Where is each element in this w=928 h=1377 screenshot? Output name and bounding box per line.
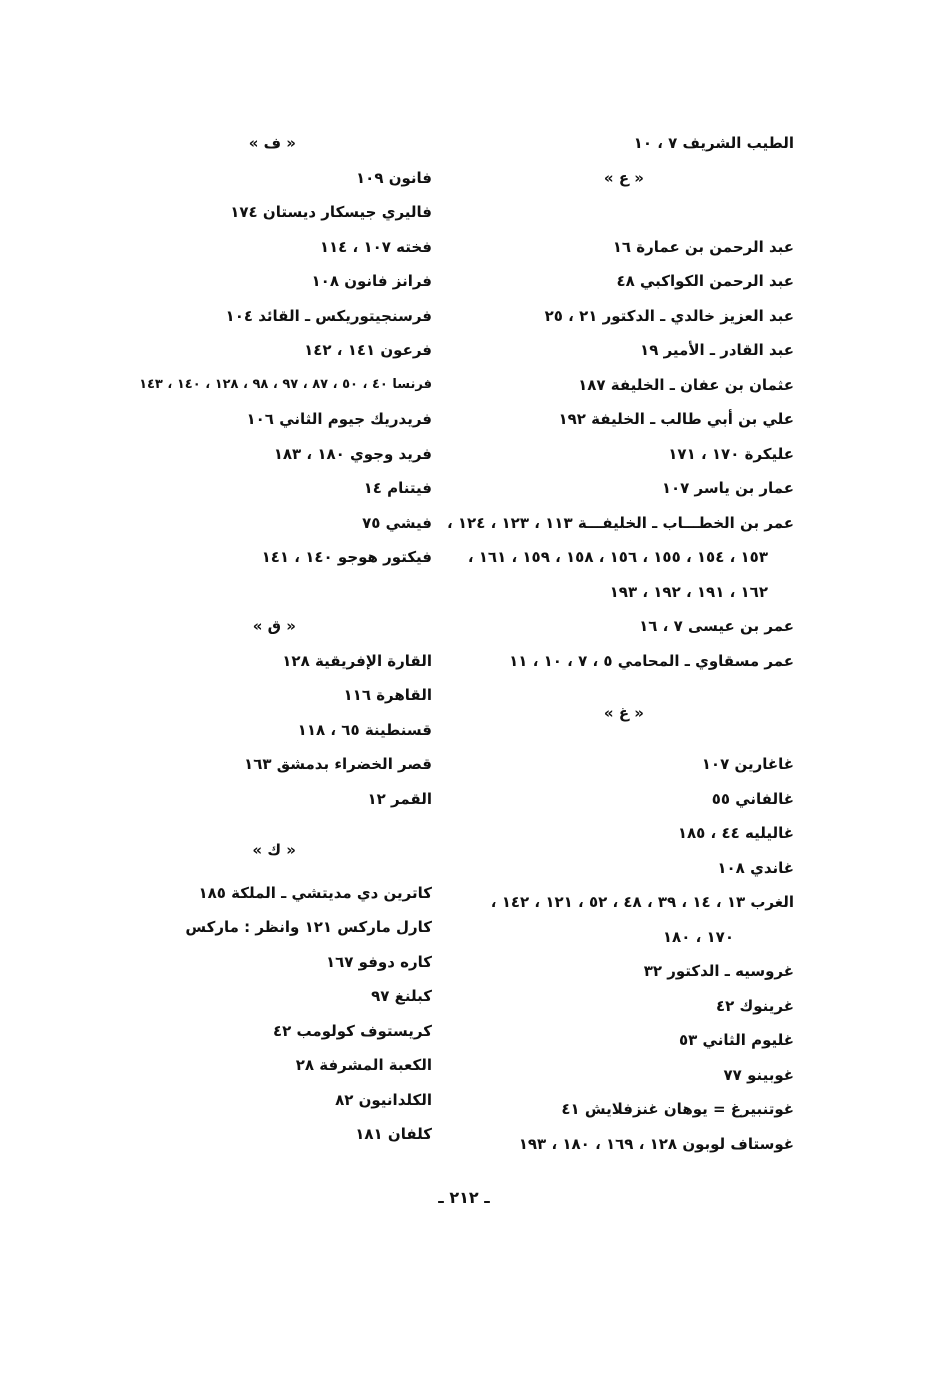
index-entry: عبد الرحمن بن عمارة ١٦ xyxy=(612,237,794,256)
index-entry-continuation: ١٧٠ ، ١٨٠ xyxy=(662,927,734,946)
index-entry: فانون ١٠٩ xyxy=(356,168,432,187)
page-number: ـ ٢١٢ ـ xyxy=(438,1188,490,1207)
index-entry: عمر مسقاوي ـ المحامي ٥ ، ٧ ، ١٠ ، ١١ xyxy=(509,651,794,670)
index-entry: علي بن أبي طالب ـ الخليفة ١٩٢ xyxy=(558,410,794,428)
section-header-ghain: « غ » xyxy=(603,703,644,722)
section-header-qaf: « ق » xyxy=(252,617,296,635)
index-entry: فخته ١٠٧ ، ١١٤ xyxy=(319,237,432,256)
index-entry: فرعون ١٤١ ، ١٤٢ xyxy=(304,341,432,359)
index-entry: الغرب ١٣ ، ١٤ ، ٣٩ ، ٤٨ ، ٥٢ ، ١٢١ ، ١٤٢ ، xyxy=(490,893,794,911)
index-entry: كلفان ١٨١ xyxy=(355,1125,432,1143)
index-entry-continuation: ١٥٣ ، ١٥٤ ، ١٥٥ ، ١٥٦ ، ١٥٨ ، ١٥٩ ، ١٦١ ، xyxy=(467,548,768,566)
index-entry: كارل ماركس ١٢١ وانظر : ماركس xyxy=(185,918,432,936)
index-entry: فيكتور هوجو ١٤٠ ، ١٤١ xyxy=(261,548,432,566)
index-entry: الكلدانيون ٨٢ xyxy=(335,1090,432,1109)
index-entry: عثمان بن عفان ـ الخليفة ١٨٧ xyxy=(578,375,794,394)
index-entry-continuation: ١٦٢ ، ١٩١ ، ١٩٢ ، ١٩٣ xyxy=(609,582,768,601)
section-header-kaf: « ك » xyxy=(252,841,296,859)
index-entry: فرسنجيتوريكس ـ القائد ١٠٤ xyxy=(225,306,432,325)
spacer xyxy=(120,575,432,610)
index-entry: فرانز فانون ١٠٨ xyxy=(311,272,432,290)
index-entry: الكعبة المشرفة ٢٨ xyxy=(295,1056,432,1074)
section-header-ain: « ع » xyxy=(603,168,644,187)
index-entry: غاندي ١٠٨ xyxy=(717,858,794,877)
index-entry: فاليري جيسكار ديستان ١٧٤ xyxy=(230,203,432,221)
index-entry: عليكرة ١٧٠ ، ١٧١ xyxy=(668,444,794,463)
index-entry: عمر بن الخطـــاب ـ الخليفـــة ١١٣ ، ١٢٣ ، ١٢٤ ، xyxy=(446,513,794,532)
index-entry: عبد الرحمن الكواكبي ٤٨ xyxy=(616,272,794,290)
index-entry: غوتنبيرغ = يوهان غنزفلايش ٤١ xyxy=(561,1100,794,1118)
index-entry: كاره دوفو ١٦٧ xyxy=(325,952,432,971)
index-entry: قسنطينة ٦٥ ، ١١٨ xyxy=(297,720,432,739)
index-entry: غرينوك ٤٢ xyxy=(715,996,794,1015)
index-entry: الطيب الشريف ٧ ، ١٠ xyxy=(633,134,794,152)
index-entry: غوستاف لوبون ١٢٨ ، ١٦٩ ، ١٨٠ ، ١٩٣ xyxy=(518,1134,794,1153)
index-entry: غاليليه ٤٤ ، ١٨٥ xyxy=(677,824,794,842)
index-entry: فرنسا ٤٠ ، ٥٠ ، ٨٧ ، ٩٧ ، ٩٨ ، ١٢٨ ، ١٤٠ ، ١٤٣ xyxy=(139,376,432,392)
index-entry: القارة الإفريقية ١٢٨ xyxy=(282,651,432,670)
index-entry: كاترين دي مديتشي ـ الملكة ١٨٥ xyxy=(198,883,432,902)
index-entry: فريدريك جيوم الثاني ١٠٦ xyxy=(246,410,432,428)
index-entry: عبد القادر ـ الأمير ١٩ xyxy=(640,341,794,359)
index-entry: غاغارين ١٠٧ xyxy=(701,755,794,773)
index-entry: فريد وجوي ١٨٠ ، ١٨٣ xyxy=(273,444,432,463)
index-entry: فيشي ٧٥ xyxy=(362,513,432,532)
index-entry: عبد العزيز خالدي ـ الدكتور ٢١ ، ٢٥ xyxy=(544,306,794,325)
index-column-right xyxy=(446,126,794,1161)
index-entry: القاهرة ١١٦ xyxy=(343,686,432,704)
index-entry: كريستوف كولومب ٤٢ xyxy=(273,1021,432,1040)
section-header-fa: « ف » xyxy=(248,134,296,152)
spacer xyxy=(120,816,432,833)
index-entry: غالفاني ٥٥ xyxy=(711,789,794,808)
index-entry: عمار بن ياسر ١٠٧ xyxy=(661,479,794,497)
index-entry: عمر بن عيسى ٧ ، ١٦ xyxy=(639,617,794,635)
index-entry: قصر الخضراء بدمشق ١٦٣ xyxy=(244,755,432,773)
index-entry: كبلنغ ٩٧ xyxy=(371,987,432,1005)
index-column-left xyxy=(120,126,432,1152)
spacer xyxy=(120,868,432,876)
index-entry: غوبينو ٧٧ xyxy=(723,1065,794,1084)
index-entry: فيتنام ١٤ xyxy=(363,479,432,497)
index-entry: غليوم الثاني ٥٣ xyxy=(679,1031,794,1049)
index-entry: القمر ١٢ xyxy=(367,789,432,808)
index-entry: غروسيه ـ الدكتور ٣٢ xyxy=(643,962,794,980)
